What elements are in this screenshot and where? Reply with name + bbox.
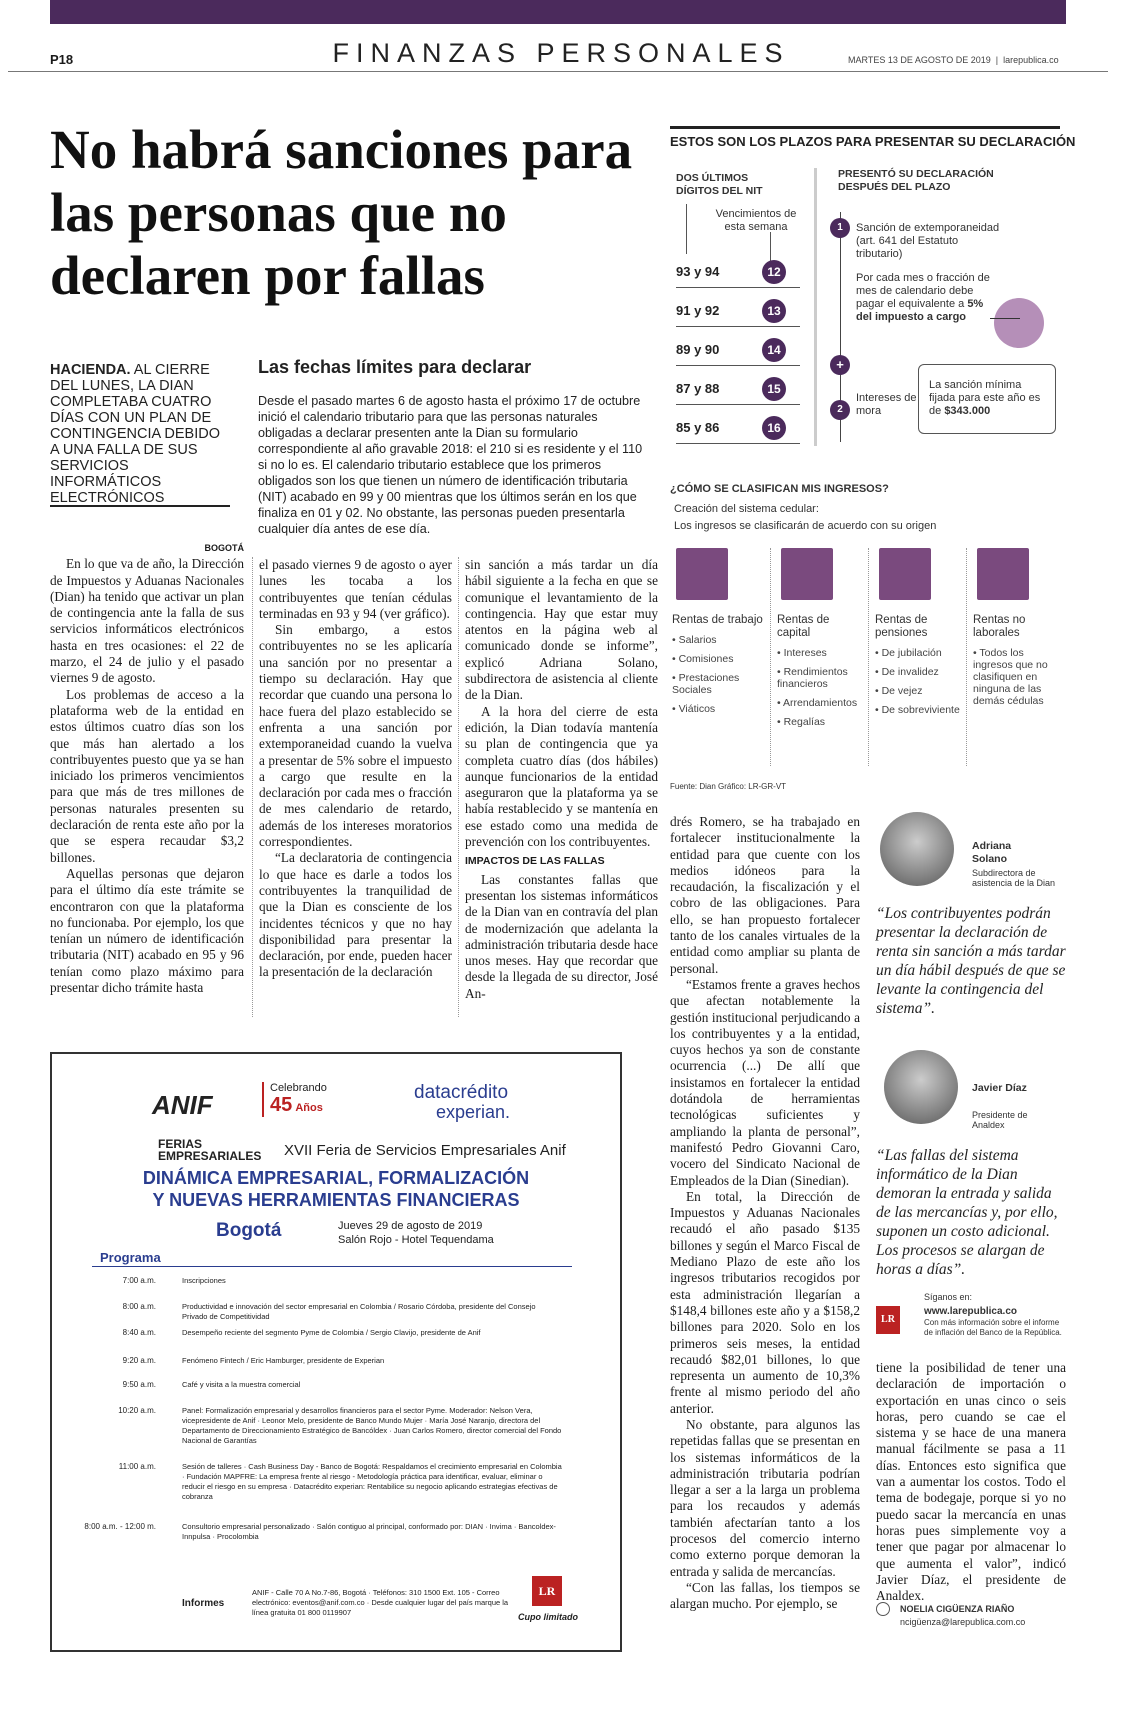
income-note: Los ingresos se clasificarán de acuerdo con su origen	[674, 520, 937, 532]
ad-main-line-2: Y NUEVAS HERRAMIENTAS FINANCIERAS	[152, 1190, 520, 1210]
ad-lr-logo: LR	[532, 1576, 562, 1606]
infographic-rule	[670, 126, 1060, 129]
category-title: Rentas de trabajo	[672, 614, 763, 626]
elder-icon	[879, 548, 931, 600]
min-sanction-box	[918, 364, 1056, 434]
plus-badge: +	[830, 355, 850, 375]
headline: No habrá sanciones para las personas que no declaren por fallas	[50, 119, 633, 306]
lr-logo: LR	[876, 1306, 900, 1334]
paragraph: el pasado viernes 9 de agosto o ayer lunes les tocaba a los contribuyentes que tenían cédulas terminadas en 93 y 94 (ver gráfico).	[259, 557, 452, 621]
quote-2-name: Javier Díaz	[972, 1082, 1027, 1094]
category-item: • De sobreviviente	[875, 704, 960, 716]
income-category	[966, 548, 1060, 766]
paragraph: Sin embargo, a estos contribuyentes no se les aplicaría una sanción por no presentar a tiempo su declaración. Hay que recordar que cuando una persona lo hace fuera del plazo establecido se enfrenta a una sanción por extemporaneidad cuando la vuelva a presentar de 5% sobre el impuesto a cargo que resulte en la declaración por cada mes o fracción de mes calendario de retardo, además de los intereses moratorios correspondientes.	[259, 622, 452, 850]
email-icon	[876, 1602, 890, 1616]
anif-celebration	[262, 1082, 327, 1117]
nit-digits: 87 y 88	[676, 381, 720, 396]
top-color-bar	[50, 0, 1066, 24]
program-time: 10:20 a.m.	[118, 1406, 156, 1415]
quote-2-role: Presidente de Analdex	[972, 1110, 1028, 1130]
article-column-4	[670, 814, 860, 1644]
pie-pointer	[990, 318, 1020, 319]
income-category	[672, 548, 766, 766]
kicker-lead: HACIENDA.	[50, 362, 131, 378]
program-time: 8:40 a.m.	[122, 1328, 156, 1337]
paragraph: Las constantes fallas que presentan los sistemas informáticos de la Dian van en contravía del plan de modernización que adelanta la administración tributaria desde hace unos meses. Hay que recordar que desde la llegada de su director, José An-	[465, 871, 658, 1001]
header-rule	[8, 71, 1108, 72]
article-column-2	[252, 557, 452, 1017]
dateline: MARTES 13 DE AGOSTO DE 2019 | larepublica.co	[848, 55, 1059, 65]
category-item: • Rendimientos financieros	[777, 666, 848, 690]
paragraph: “La declaratoria de contingencia lo que hace es darle a todos los contribuyentes la tranquilidad de que la Dian es consciente de los incidentes técnicos y que no hay disponibilidad para presentar la declaración, por ende, pueden hacer la presentación de la declaración	[259, 850, 452, 980]
kicker-text: AL CIERRE DEL LUNES, LA DIAN COMPLETABA CUATRO DÍAS CON UN PLAN DE CONTINGENCIA DEBIDO A UNA FALLA DE SUS SERVICIOS INFORMÁTICOS ELECTRÓNICOS	[50, 362, 220, 506]
late-title: PRESENTÓ SU DECLARACIÓN DESPUÉS DEL PLAZO	[838, 168, 994, 193]
nit-row	[676, 414, 800, 444]
paragraph: sin sanción a más tardar un día hábil siguiente a la fecha en que se comunique el levantamiento de la contingencia. Hay que estar muy atentos en la página web al comunicado donde se informe”, explicó Adriana Solano, subdirectora de asistencia al cliente de la Dian.	[465, 557, 658, 703]
article-column-1	[50, 540, 244, 996]
ad-programa: Programa	[100, 1250, 161, 1265]
category-title: Rentas de capital	[777, 614, 830, 639]
paragraph: “Estamos frente a graves hechos que afectan notablemente la gestión institucional perjudicando a los contribuyentes y a la entidad, cuyos hechos ya son de constante ocurrencia (...) De allí que insistamos en fortalecer la entidad dotándola de herramientas tecnológicas suficientes y ampliando la planta de personal”, manifestó Pedro Giovanni Caro, vocero del Sindicato Nacional de Empleados de la Dian (Sinedian).	[670, 976, 860, 1188]
experian-logo: experian.	[436, 1102, 511, 1122]
due-day-badge: 12	[762, 260, 786, 284]
program-item: Inscripciones	[182, 1276, 226, 1285]
paragraph: Aquellas personas que dejaron para el último día este trámite se encontraron con que la plataforma no funcionaba. Por ejemplo, los que tenían un número de identificación tributaria (NIT) acabado en 95 y 96 tenían como plazo máximo para presentar dicho trámite hasta	[50, 865, 244, 996]
nit-digits: 91 y 92	[676, 303, 720, 318]
money-icon	[781, 548, 833, 600]
category-item: • Intereses	[777, 647, 827, 659]
program-item: Sesión de talleres · Cash Business Day - Banco de Bogotá: Respaldamos el crecimiento empresarial en Colombia · Fundación MAPFRE: La empresa frente al riesgo - Metodología práctica para identificar, evaluar, eliminar o reducir el riesgo en su empresa · Datacrédito experian: Rentabilice su negocio aplicando estrategias efectivas de cobranza	[182, 1462, 562, 1501]
ad-informes: Informes	[182, 1598, 225, 1609]
ad-date: Jueves 29 de agosto de 2019	[338, 1220, 483, 1232]
quote-1-role: Subdirectora de asistencia de la Dian	[972, 868, 1056, 888]
due-day-badge: 14	[762, 338, 786, 362]
category-title: Rentas no laborales	[973, 614, 1026, 639]
category-item: • Comisiones	[672, 653, 734, 665]
follow-label: Síganos en:	[924, 1292, 973, 1302]
nit-digits: 93 y 94	[676, 264, 720, 279]
date-text: MARTES 13 DE AGOSTO DE 2019	[848, 55, 991, 65]
sidebar-title: Las fechas límites para declarar	[258, 357, 532, 377]
infographic-source: Fuente: Dian Gráfico: LR-GR-VT	[670, 782, 787, 791]
program-time: 9:20 a.m.	[122, 1356, 156, 1365]
ad-main-line-1: DINÁMICA EMPRESARIAL, FORMALIZACIÓN	[142, 1168, 530, 1188]
ad-place: Salón Rojo - Hotel Tequendama	[338, 1234, 494, 1246]
nit-label: DOS ÚLTIMOS DÍGITOS DEL NIT	[676, 172, 763, 197]
nit-digits: 85 y 86	[676, 420, 720, 435]
byline: NOELIA CIGÜENZA RIAÑO	[900, 1604, 1015, 1614]
sidebar-text: Desde el pasado martes 6 de agosto hasta el próximo 17 de octubre inició el calendario tributario para que las personas naturales obligadas a declarar presenten ante la Dian su formulario correspondiente al año gravable 2018: el 210 si es residente y el 110 si no lo es. El calendario tributario establece que los primeros obligados son los que tienen un número de identificación tributaria (NIT) acabado en 99 y 00 mientras que los últimos serán en los que finaliza en 01 y 02. No obstante, las personas pueden presentarla cualquier día antes de ese día.	[258, 394, 643, 536]
nit-digits: 89 y 90	[676, 342, 720, 357]
nit-connector	[686, 204, 687, 254]
paragraph: “Con las fallas, los tiempos se alargan mucho. Por ejemplo, se	[670, 1579, 860, 1612]
category-item: • Salarios	[672, 634, 717, 646]
income-subtitle: Creación del sistema cedular:	[674, 503, 819, 515]
min-sanction-value: $343.000	[944, 405, 991, 417]
advertisement	[50, 1052, 622, 1652]
step-2-badge: 2	[830, 400, 850, 420]
program-item: Consultorio empresarial personalizado · Salón contiguo al principal, conformado por: DIAN · Invima · Bancoldex-Innpulsa · Procolombia	[182, 1522, 556, 1541]
program-time: 8:00 a.m. - 12:00 m.	[84, 1522, 156, 1531]
nit-row	[676, 336, 800, 366]
years-number: 45	[270, 1094, 293, 1116]
income-category	[770, 548, 864, 766]
min-sanction-text: La sanción mínima fijada para este año es de	[929, 379, 1041, 417]
due-day-badge: 15	[762, 377, 786, 401]
program-item: Panel: Formalización empresarial y desarrollos financieros para el sector Pyme. Moderador: Nelson Vera, vicepresidente de Anif · Leonor Melo, presidente de Banco Mundo Mujer · María José Naranjo, directora del Departamento de Direccionamiento Estratégico de Bancóldex · Juan Carlos Romero, director comercial del Fondo Nacional de Garantías	[182, 1406, 562, 1445]
percent-pie	[994, 298, 1044, 348]
paragraph: drés Romero, se ha trabajado en fortalecer institucionalmente la entidad para que cuente con los medios idóneos para la recaudación, la fiscalización y el cobro de las obligaciones. Para ello, se han propuesto fortalecer tanto de los canales virtuales de la entidad como ampliar su planta de personal.	[670, 814, 860, 976]
category-item: • Regalías	[777, 716, 826, 728]
byline-email[interactable]: ncigüenza@larepublica.com.co	[900, 1617, 1026, 1627]
step-1-badge: 1	[830, 218, 850, 238]
category-item: • De jubilación	[875, 647, 942, 659]
timeline-separator	[814, 168, 817, 446]
section-title: FINANZAS PERSONALES	[332, 38, 790, 68]
article-column-3	[458, 557, 658, 1017]
quote-2-text: “Las fallas del sistema informático de la Dian demoran la entrada y salida de las mercancías y, por ello, suponen un costo adicional. Los procesos se alargan de horas a días”.	[876, 1147, 1058, 1278]
venc-label: Vencimientos de esta semana	[715, 208, 797, 233]
nit-row	[676, 375, 800, 405]
paragraph: A la hora del cierre de esta edición, la Dian todavía mantenía su plan de contingencia que ya completa cuatro días (dos hábiles) aunque funcionarios de la entidad aseguraron que la plataforma ya se había restablecido y se mantenía en ese estado como una medida de prevención con los contribuyentes.	[465, 703, 658, 850]
program-item: Productividad e innovación del sector empresarial en Colombia / Rosario Córdoba, presidente del Consejo Privado de Competitividad	[182, 1302, 536, 1321]
step-1-detail-text: Por cada mes o fracción de mes de calendario debe pagar el equivalente a	[856, 272, 990, 310]
paragraph: tiene la posibilidad de tener una declaración de importación o exportación en unas cinco o seis horas, pero cuando se cae el sistema y se hace de una manera manual fácilmente se pasa a 11 días. Entonces esto significa que van a aumentar los costos. Todo el tema de bodegaje, porque si yo no puedo sacar la mercancía en unas horas pues simplemente voy a tener que pagar por almacenar lo que aumenta el valor”, indicó Javier Díaz, el presidente de Analdex.	[876, 1360, 1066, 1604]
income-category	[868, 548, 962, 766]
step-1-text: Sanción de extemporaneidad (art. 641 del Estatuto tributario)	[856, 222, 1000, 260]
ad-city: Bogotá	[216, 1220, 282, 1241]
years-text: Años	[295, 1102, 323, 1114]
category-item: • Arrendamientos	[777, 697, 858, 709]
dateline-city: BOGOTÁ	[204, 543, 244, 553]
category-item: • Prestaciones Sociales	[672, 672, 740, 696]
paragraph: Los problemas de acceso a la plataforma web de la entidad en estos últimos cuatro días son los que más han alertado a los contribuyentes puesto que ya se han iniciado los primeros vencimientos para que más de tres millones de personas naturales presenten su declaración de renta este año por la que se espera recaudar $3,2 billones.	[50, 686, 244, 865]
category-title: Rentas de pensiones	[875, 614, 928, 639]
article-column-5	[876, 1360, 1066, 1604]
avatar-javier	[884, 1050, 958, 1124]
avatar-adriana	[880, 812, 954, 886]
briefcase-icon	[676, 548, 728, 600]
paragraph: En lo que va de año, la Dirección de Impuestos y Aduanas Nacionales (Dian) ha tenido que activar un plan de contingencia ante la falla de sus servicios informáticos electrónicos hasta en tres ocasiones: el 22 de marzo, el 24 de julio y el pasado viernes 9 de agosto.	[50, 556, 244, 686]
site-link[interactable]: larepublica.co	[1003, 55, 1059, 65]
anif-logo: ANIF	[152, 1090, 213, 1120]
paragraph: En total, la Dirección de Impuestos y Aduanas Nacionales recaudó el año pasado $135 billones y según el Marco Fiscal de Mediano Plazo de este año los ingresos tributarios recogidos por esta administración llegarían a $148,4 billones este año y a $158,2 billones para 2020. Solo en los primeros seis meses, la entidad recaudó $82,01 billones, lo que representa un aumento de 10,3% frente al mismo periodo del año anterior.	[670, 1188, 860, 1416]
program-item: Café y visita a la muestra comercial	[182, 1380, 301, 1389]
category-item: • Todos los ingresos que no clasifiquen en ninguna de las demás cédulas	[973, 647, 1048, 707]
program-time: 11:00 a.m.	[118, 1462, 156, 1471]
program-time: 8:00 a.m.	[122, 1302, 156, 1311]
category-item: • De vejez	[875, 685, 923, 697]
nit-row	[676, 297, 800, 327]
follow-text: Con más información sobre el informe de inflación del Banco de la República.	[924, 1318, 1062, 1337]
due-day-badge: 13	[762, 299, 786, 323]
programa-rule	[92, 1266, 572, 1267]
celebr-text: Celebrando	[270, 1082, 327, 1094]
nit-row	[676, 258, 800, 288]
due-day-badge: 16	[762, 416, 786, 440]
program-item: Fenómeno Fintech / Eric Hamburger, presidente de Experian	[182, 1356, 385, 1365]
category-item: • Viáticos	[672, 703, 716, 715]
feria-title: XVII Feria de Servicios Empresariales Anif	[284, 1142, 566, 1159]
quote-1-text: “Los contribuyentes podrán presentar la declaración de renta sin sanción a más tardar un día hábil después de que se levante la contingencia del sistema”.	[876, 905, 1066, 1017]
category-item: • De invalidez	[875, 666, 939, 678]
page-number: P18	[50, 52, 74, 67]
ferias-logo: FERIAS EMPRESARIALES	[158, 1137, 262, 1163]
document-icon	[977, 548, 1029, 600]
ad-cupo: Cupo limitado	[518, 1612, 578, 1622]
program-item: Desempeño reciente del segmento Pyme de Colombia / Sergio Clavijo, presidente de Anif	[182, 1328, 481, 1337]
datacredito-logo: datacrédito	[414, 1082, 509, 1103]
subhead-impactos: IMPACTOS DE LAS FALLAS	[465, 855, 605, 868]
income-question: ¿CÓMO SE CLASIFICAN MIS INGRESOS?	[670, 483, 889, 495]
quote-1-name: Adriana Solano	[972, 840, 1012, 865]
kicker	[50, 362, 230, 506]
step-2-text: Intereses de mora	[856, 392, 917, 417]
program-time: 9:50 a.m.	[122, 1380, 156, 1389]
paragraph: No obstante, para algunos las repetidas fallas que se presentan en los sistemas informáticos de la administración tributaria podrían llegar a ser a la larga un problema para los recaudos y además también afectarían tanto a los procesos del comercio interno como externo porque demoran la entrada y salida de mercancías.	[670, 1416, 860, 1579]
step-1-highlight: 5% del impuesto a cargo	[856, 298, 984, 323]
ad-contact: ANIF - Calle 70 A No.7-86, Bogotá · Teléfonos: 310 1500 Ext. 105 - Correo electrónico: eventos@anif.com.co · Desde cualquier lugar del país marque la línea gratuita 01 800 0119907	[252, 1588, 509, 1617]
program-time: 7:00 a.m.	[122, 1276, 156, 1285]
kicker-rule	[50, 505, 230, 507]
infographic-title: ESTOS SON LOS PLAZOS PARA PRESENTAR SU DECLARACIÓN	[670, 134, 1076, 149]
follow-site[interactable]: www.larepublica.co	[924, 1306, 1017, 1317]
step-1-detail	[856, 272, 992, 324]
